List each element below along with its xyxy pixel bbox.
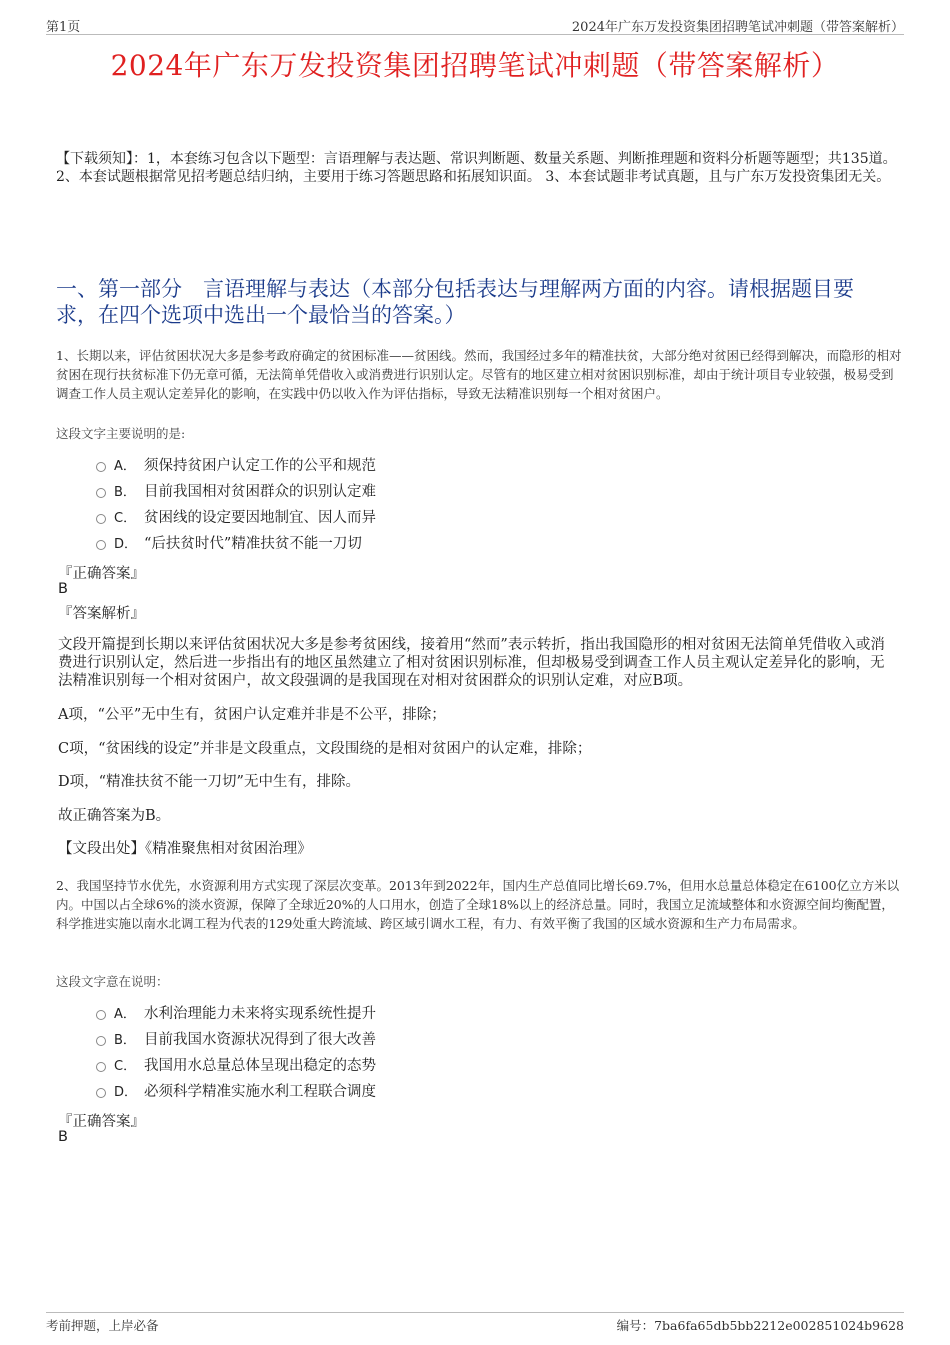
option-letter: A． <box>114 459 136 474</box>
option-letter: D． <box>114 1085 138 1100</box>
question-2-text: 2、我国坚持节水优先，水资源利用方式实现了深层次变革。2013年到2022年，国内生产总值同比增长69.7%，但用水总量总体稳定在6100亿立方米以内。中国以占全球6%的淡水资源，保障了全球近20%的人口用水，创造了全球18%以上的经济总量。同时，我国立足流域整体和水资源空间均衡配置，科学推进实施以南水北调工程为代表的129处重大跨流域、跨区域引调水工程，有力、有效平衡了我国的区域水资源和生产力布局需求。 <box>56 878 900 931</box>
question-1-analysis-a: A项，“公平”无中生有，贫困户认定难并非是不公平，排除； <box>58 707 446 723</box>
question-1-analysis-main: 文段开篇提到长期以来评估贫困状况大多是参考贫困线，接着用“然而”表示转折，指出我国隐形的相对贫困无法简单凭借收入或消费进行识别认定，然后进一步指出有的地区虽然建立了相对贫困识别标准，但却极易受到调查工作人员主观认定差异化的影响，无法精准识别每一个相对贫困户，故文段强调的是我国现在对相对贫困群众的识别认定难，对应B项。 <box>58 637 885 689</box>
page-header <box>46 14 904 35</box>
page-footer <box>46 1312 904 1333</box>
option-letter: B． <box>114 1033 136 1048</box>
download-notice: 【下载须知】：1，本套练习包含以下题型：言语理解与表达题、常识判断题、数量关系题、判断推理题和资料分析题等题型；共135道。 2、本套试题根据常见招考题总结归纳，主要用于练习答题思路和拓展知识面。 3、本套试题非考试真题，且与广东万发投资集团无关。 <box>56 151 897 185</box>
option-text: “后扶贫时代”精准扶贫不能一刀切 <box>144 536 362 552</box>
question-1-prompt: 这段文字主要说明的是: <box>56 426 186 441</box>
page-number: 第1页 <box>46 20 81 35</box>
radio-icon[interactable] <box>96 1036 106 1046</box>
radio-icon[interactable] <box>96 514 106 524</box>
radio-icon[interactable] <box>96 1062 106 1072</box>
option-text: 必须科学精准实施水利工程联合调度 <box>144 1084 376 1100</box>
option-letter: C． <box>114 511 137 526</box>
question-2-answer-label: 『正确答案』 <box>58 1114 145 1130</box>
question-1-analysis-c: C项，“贫困线的设定”并非是文段重点，文段围绕的是相对贫困户的认定难，排除； <box>58 741 592 757</box>
question-1-option-d[interactable] <box>96 534 362 554</box>
question-1-option-c[interactable] <box>96 508 376 528</box>
option-letter: C． <box>114 1059 137 1074</box>
option-letter: A． <box>114 1007 136 1022</box>
question-1-analysis-conclusion: 故正确答案为B。 <box>58 808 171 824</box>
footer-slogan: 考前押题，上岸必备 <box>46 1318 159 1333</box>
question-1-answer: B <box>58 581 68 597</box>
question-1-answer-label: 『正确答案』 <box>58 566 145 582</box>
question-1-option-a[interactable] <box>96 456 376 476</box>
footer-document-id: 编号：7ba6fa65db5bb2212e002851024b9628 <box>616 1318 904 1333</box>
option-text: 目前我国相对贫困群众的识别认定难 <box>144 484 376 500</box>
header-doc-title: 2024年广东万发投资集团招聘笔试冲刺题（带答案解析） <box>571 20 904 35</box>
option-text: 贫困线的设定要因地制宜、因人而异 <box>144 510 376 526</box>
section-heading: 一、第一部分 言语理解与表达（本部分包括表达与理解两方面的内容。请根据题目要求，在四个选项中选出一个最恰当的答案。） <box>56 277 854 327</box>
radio-icon[interactable] <box>96 1010 106 1020</box>
question-1-analysis-d: D项，“精准扶贫不能一刀切”无中生有，排除。 <box>58 774 360 790</box>
question-1-analysis-label: 『答案解析』 <box>58 606 145 622</box>
option-text: 水利治理能力未来将实现系统性提升 <box>144 1006 376 1022</box>
option-text: 须保持贫困户认定工作的公平和规范 <box>144 458 376 474</box>
option-text: 目前我国水资源状况得到了很大改善 <box>144 1032 376 1048</box>
option-text: 我国用水总量总体呈现出稳定的态势 <box>144 1058 376 1074</box>
question-1-source: 【文段出处】《精准聚焦相对贫困治理》 <box>58 841 312 857</box>
question-2-option-a[interactable] <box>96 1004 376 1024</box>
question-2-option-b[interactable] <box>96 1030 376 1050</box>
question-1-option-b[interactable] <box>96 482 376 502</box>
radio-icon[interactable] <box>96 488 106 498</box>
radio-icon[interactable] <box>96 462 106 472</box>
question-2-option-c[interactable] <box>96 1056 376 1076</box>
radio-icon[interactable] <box>96 1088 106 1098</box>
question-2-answer: B <box>58 1129 68 1145</box>
option-letter: D． <box>114 537 138 552</box>
option-letter: B． <box>114 485 136 500</box>
question-2-prompt: 这段文字意在说明： <box>56 974 169 989</box>
question-1-text: 1、长期以来，评估贫困状况大多是参考政府确定的贫困标准——贫困线。然而，我国经过多年的精准扶贫，大部分绝对贫困已经得到解决，而隐形的相对贫困在现行扶贫标准下仍无章可循，无法简单凭借收入或消费进行识别认定。尽管有的地区建立相对贫困识别标准，却由于统计项目专业较强，极易受到调查工作人员主观认定差异化的影响，在实践中仍以收入作为评估指标，导致无法精准识别每一个相对贫困户。 <box>56 348 902 401</box>
radio-icon[interactable] <box>96 540 106 550</box>
page-title: 2024年广东万发投资集团招聘笔试冲刺题（带答案解析） <box>110 49 840 82</box>
question-2-option-d[interactable] <box>96 1082 376 1102</box>
